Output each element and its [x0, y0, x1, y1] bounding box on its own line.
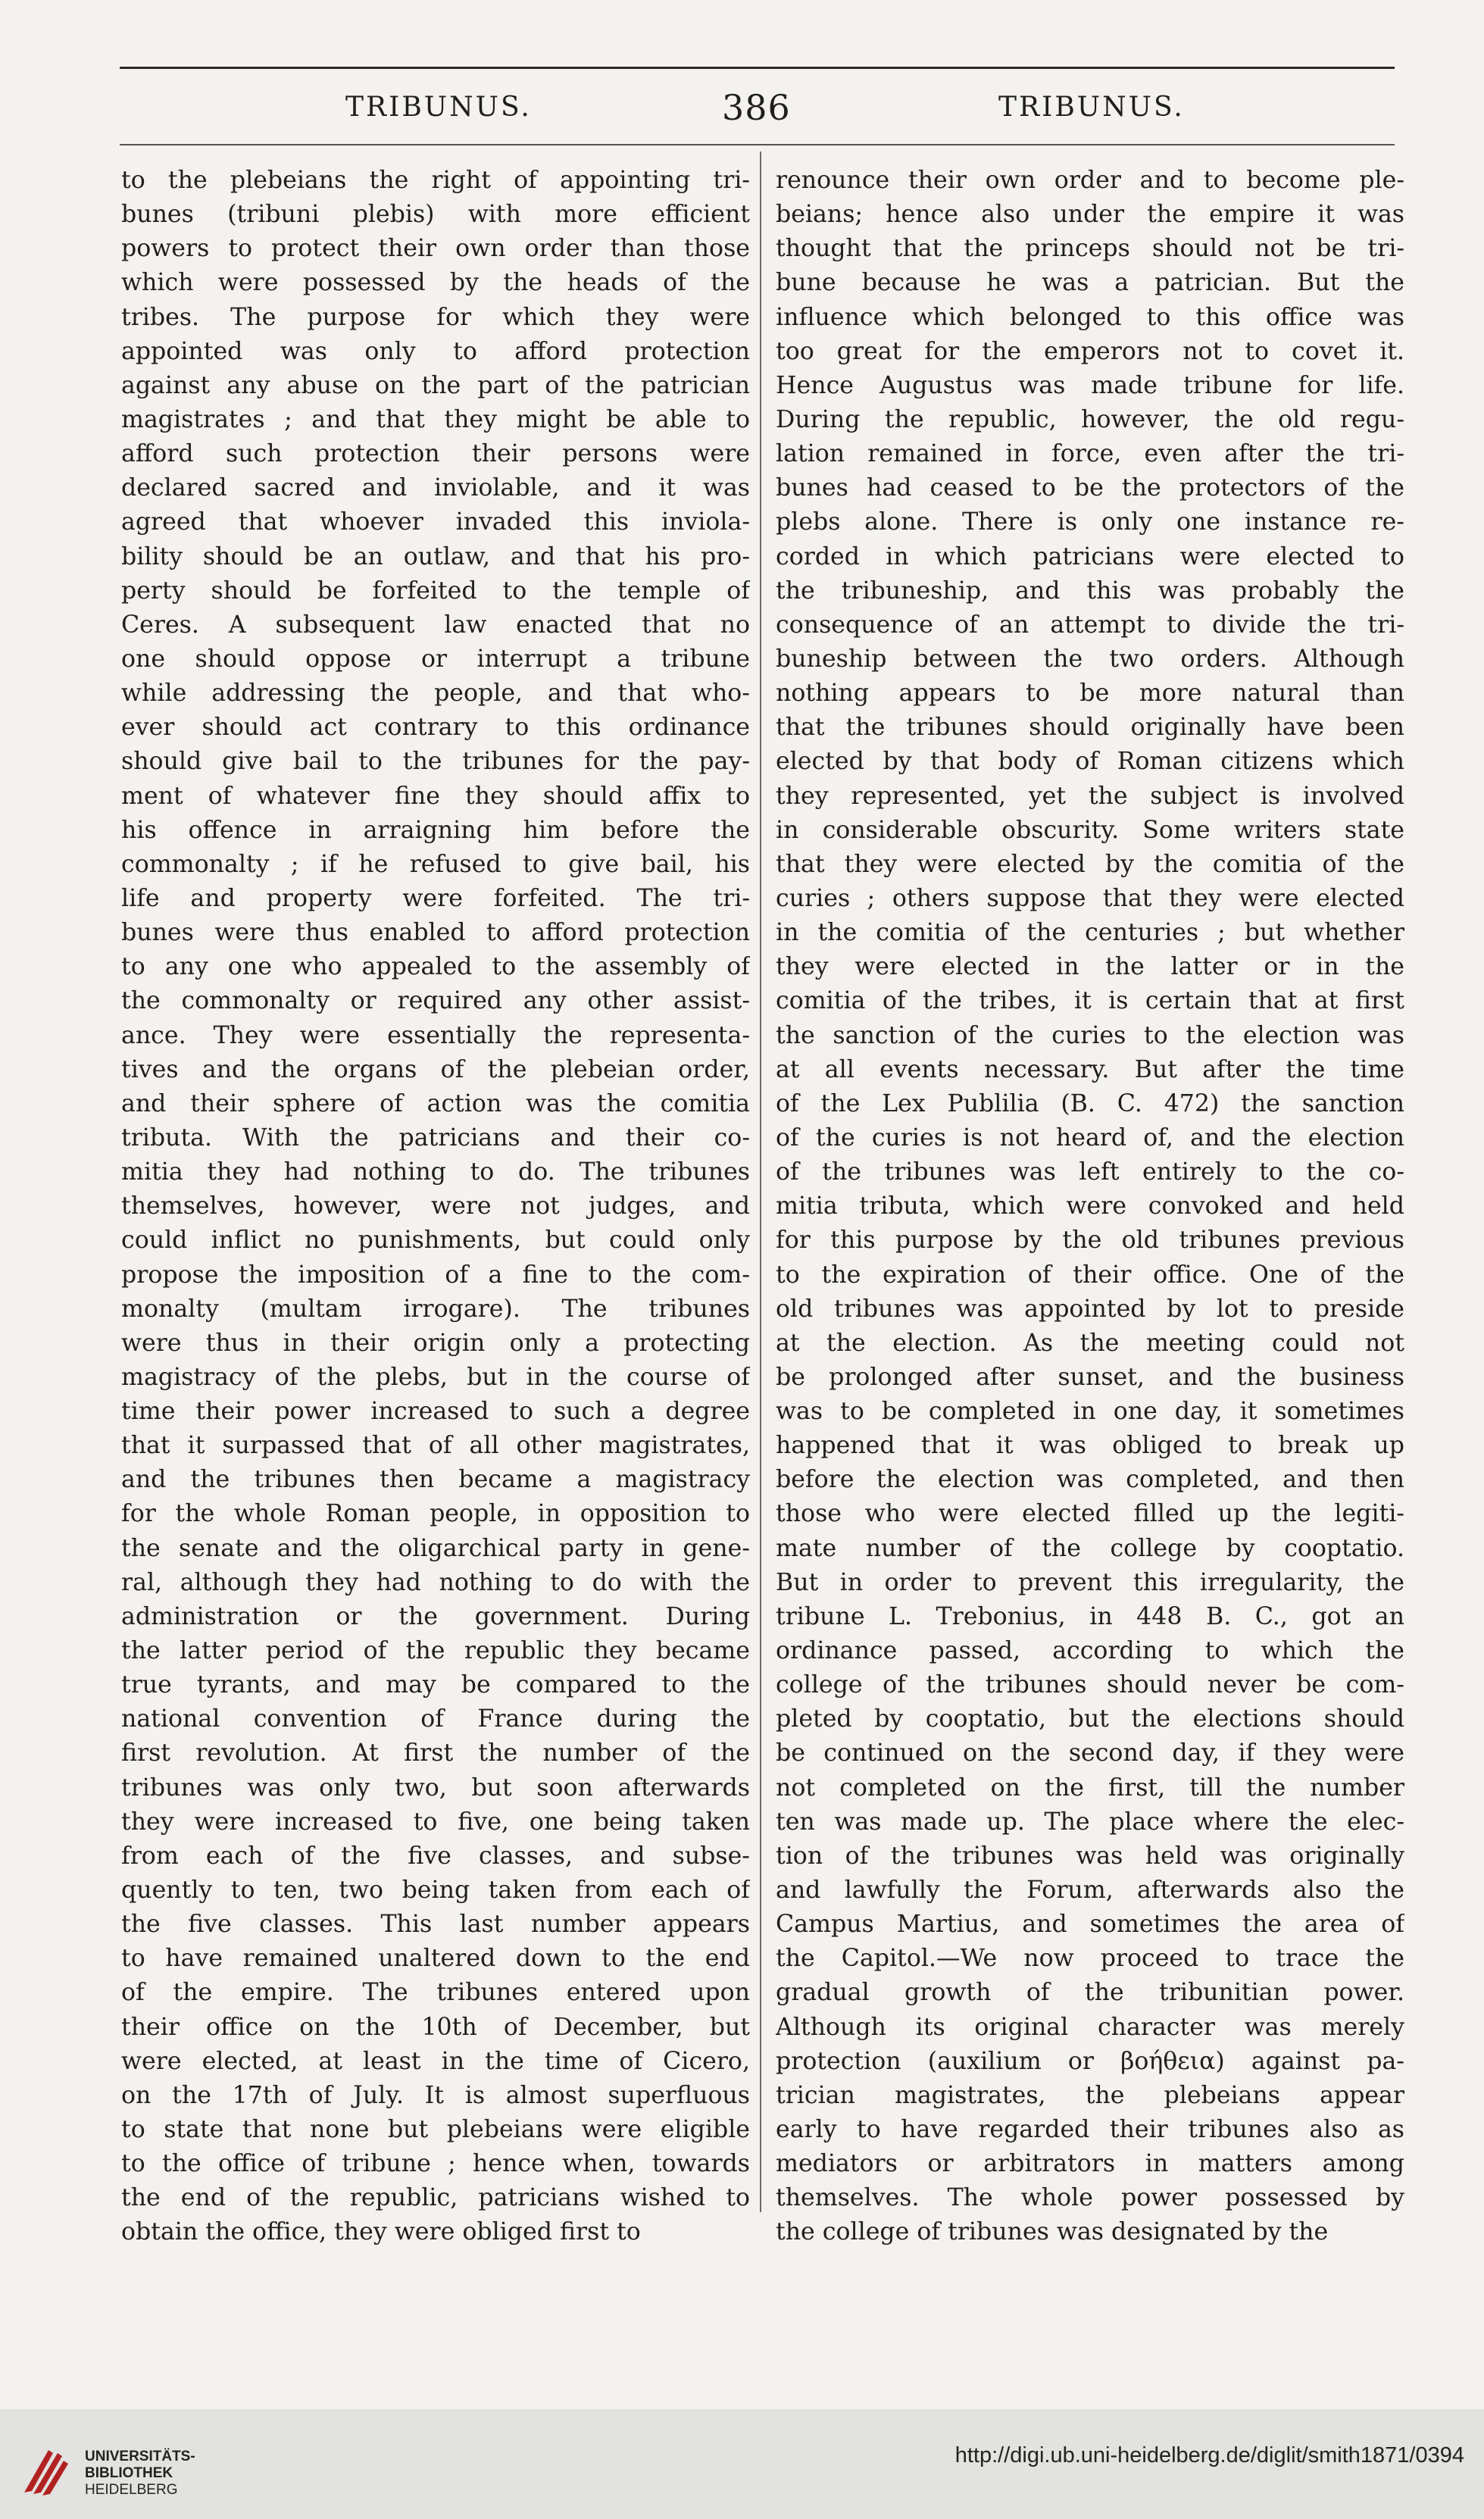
text-line: the five classes. This last number appears — [121, 1911, 750, 1939]
text-line: ever should act contrary to this ordinance — [121, 714, 750, 742]
text-line: that they were elected by the comitia of the — [776, 850, 1404, 878]
text-line: Campus Martius, and sometimes the area of — [776, 1911, 1404, 1939]
text-line: happened that it was obliged to break up — [776, 1432, 1404, 1460]
text-line: But in order to prevent this irregularity, the — [776, 1568, 1404, 1596]
text-line: afford such protection their persons were — [121, 440, 750, 468]
text-line: mediators or arbitrators in matters among — [776, 2150, 1404, 2178]
text-line: bunes had ceased to be the protectors of the — [776, 474, 1404, 502]
text-line: that the tribunes should originally have been — [776, 714, 1404, 742]
text-line: at all events necessary. But after the time — [776, 1055, 1404, 1083]
text-line: plebs alone. There is only one instance re- — [776, 508, 1404, 536]
text-line: national convention of France during the — [121, 1705, 750, 1733]
text-line: to the office of tribune ; hence when, towards — [121, 2150, 750, 2178]
text-line: time their power increased to such a degree — [121, 1398, 750, 1426]
text-line: gradual growth of the tribunitian power. — [776, 1979, 1404, 2007]
text-line: from each of the five classes, and subse- — [121, 1842, 750, 1870]
text-line: declared sacred and inviolable, and it was — [121, 474, 750, 502]
text-line: should give bail to the tribunes for the pay- — [121, 748, 750, 776]
text-line: buneship between the two orders. Although — [776, 645, 1404, 673]
text-line: true tyrants, and may be compared to the — [121, 1671, 750, 1699]
text-line: bune because he was a patrician. But the — [776, 269, 1404, 297]
text-line: their office on the 10th of December, but — [121, 2013, 750, 2041]
text-line: the sanction of the curies to the election was — [776, 1021, 1404, 1049]
text-line: corded in which patricians were elected to — [776, 542, 1404, 570]
text-line: of the curies is not heard of, and the election — [776, 1124, 1404, 1152]
text-line: they represented, yet the subject is involved — [776, 782, 1404, 810]
text-line: appointed was only to afford protection — [121, 337, 750, 365]
text-line: college of the tribunes should never be com- — [776, 1671, 1404, 1699]
text-line: mitia tributa, which were convoked and held — [776, 1192, 1404, 1220]
text-line: to have remained unaltered down to the end — [121, 1945, 750, 1973]
text-line: the senate and the oligarchical party in gene- — [121, 1534, 750, 1562]
text-line: Hence Augustus was made tribune for life. — [776, 371, 1404, 399]
text-line: tives and the organs of the plebeian order, — [121, 1055, 750, 1083]
text-line: perty should be forfeited to the temple of — [121, 577, 750, 605]
text-line: lation remained in force, even after the tri- — [776, 440, 1404, 468]
text-line: powers to protect their own order than those — [121, 235, 750, 263]
text-line: ment of whatever fine they should affix to — [121, 782, 750, 810]
text-line: was to be completed in one day, it sometimes — [776, 1398, 1404, 1426]
text-line: the college of tribunes was designated by the — [776, 2218, 1329, 2246]
text-line: monalty (multam irrogare). The tribunes — [121, 1295, 750, 1323]
text-line: tributa. With the patricians and their co- — [121, 1124, 750, 1152]
text-line: quently to ten, two being taken from each of — [121, 1877, 750, 1905]
text-line: be prolonged after sunset, and the business — [776, 1363, 1404, 1391]
text-line: pleted by cooptatio, but the elections should — [776, 1705, 1404, 1733]
text-line: for the whole Roman people, in opposition to — [121, 1500, 750, 1528]
text-line: magistracy of the plebs, but in the course of — [121, 1363, 750, 1391]
text-line: they were elected in the latter or in the — [776, 953, 1404, 981]
text-line: in the comitia of the centuries ; but whether — [776, 919, 1404, 947]
text-line: curies ; others suppose that they were elected — [776, 884, 1404, 912]
text-line: bunes were thus enabled to afford protection — [121, 919, 750, 947]
text-line: old tribunes was appointed by lot to preside — [776, 1295, 1404, 1323]
top-rule — [120, 67, 1395, 69]
text-line: and their sphere of action was the comitia — [121, 1089, 750, 1117]
text-line: ance. They were essentially the representa- — [121, 1021, 750, 1049]
text-line: which were possessed by the heads of the — [121, 269, 750, 297]
text-line: they were increased to five, one being taken — [121, 1808, 750, 1836]
text-line: not completed on the first, till the number — [776, 1774, 1404, 1802]
text-line: bility should be an outlaw, and that his pro- — [121, 542, 750, 570]
text-line: those who were elected filled up the legiti- — [776, 1500, 1404, 1528]
logo-line-2: BIBLIOTHEK — [85, 2465, 173, 2481]
right-column — [776, 164, 1404, 2250]
library-footer — [0, 2409, 1484, 2519]
text-line: thought that the princeps should not be tri- — [776, 235, 1404, 263]
text-line: that it surpassed that of all other magistrates, — [121, 1432, 750, 1460]
text-line: of the empire. The tribunes entered upon — [121, 1979, 750, 2007]
text-line: beians; hence also under the empire it was — [776, 201, 1404, 229]
source-url-link[interactable]: http://digi.ub.uni-heidelberg.de/diglit/smith1871/0394 — [954, 2443, 1464, 2467]
header-rule — [120, 144, 1395, 145]
text-line: tribes. The purpose for which they were — [121, 303, 750, 331]
text-line: be continued on the second day, if they were — [776, 1739, 1404, 1767]
text-line: protection (auxilium or βοήθεια) against pa- — [776, 2047, 1404, 2075]
left-column — [121, 164, 750, 2250]
text-line: before the election was completed, and then — [776, 1466, 1404, 1494]
text-line: administration or the government. During — [121, 1602, 750, 1630]
text-line: tribune L. Trebonius, in 448 B. C., got an — [776, 1602, 1404, 1630]
text-line: ten was made up. The place where the elec- — [776, 1808, 1404, 1836]
text-line: mitia they had nothing to do. The tribunes — [121, 1158, 750, 1186]
text-line: of the tribunes was left entirely to the co- — [776, 1158, 1404, 1186]
text-line: themselves. The whole power possessed by — [776, 2184, 1404, 2212]
text-line: were thus in their origin only a protecting — [121, 1329, 750, 1357]
text-line: in considerable obscurity. Some writers state — [776, 816, 1404, 844]
text-line: consequence of an attempt to divide the tri- — [776, 611, 1404, 639]
text-line: themselves, however, were not judges, and — [121, 1192, 750, 1220]
logo-line-1: UNIVERSITÄTS- — [85, 2449, 195, 2464]
text-line: his offence in arraigning him before the — [121, 816, 750, 844]
text-line: the commonalty or required any other assist- — [121, 987, 750, 1015]
library-logo-text — [85, 2449, 195, 2499]
text-line: while addressing the people, and that who- — [121, 680, 750, 708]
column-divider — [760, 152, 761, 2212]
text-line: bunes (tribuni plebis) with more efficient — [121, 201, 750, 229]
header-right-title: TRIBUNUS. — [998, 92, 1185, 123]
text-line: renounce their own order and to become ple- — [776, 167, 1404, 194]
text-line: to state that none but plebeians were eligible — [121, 2116, 750, 2144]
text-line: first revolution. At first the number of the — [121, 1739, 750, 1767]
text-line: Although its original character was merely — [776, 2013, 1404, 2041]
text-line: the Capitol.—We now proceed to trace the — [776, 1945, 1404, 1973]
text-line: commonalty ; if he refused to give bail, his — [121, 850, 750, 878]
text-line: for this purpose by the old tribunes previous — [776, 1227, 1404, 1255]
text-line: to the plebeians the right of appointing tri- — [121, 167, 750, 194]
text-line: life and property were forfeited. The tri- — [121, 884, 750, 912]
text-line: and the tribunes then became a magistracy — [121, 1466, 750, 1494]
text-line: During the republic, however, the old regu- — [776, 405, 1404, 433]
text-line: of the Lex Publilia (B. C. 472) the sanction — [776, 1089, 1404, 1117]
text-line: one should oppose or interrupt a tribune — [121, 645, 750, 673]
text-line: tion of the tribunes was held was originally — [776, 1842, 1404, 1870]
text-line: too great for the emperors not to covet it. — [776, 337, 1404, 365]
text-line: nothing appears to be more natural than — [776, 680, 1404, 708]
text-line: obtain the office, they were obliged first to — [121, 2218, 641, 2246]
text-line: agreed that whoever invaded this inviola- — [121, 508, 750, 536]
page-number: 386 — [722, 87, 791, 128]
text-line: ordinance passed, according to which the — [776, 1637, 1404, 1665]
text-line: magistrates ; and that they might be able to — [121, 405, 750, 433]
text-line: comitia of the tribes, it is certain that at first — [776, 987, 1404, 1015]
heidelberg-logo-icon — [17, 2439, 77, 2500]
text-line: ral, although they had nothing to do with the — [121, 1568, 750, 1596]
header-left-title: TRIBUNUS. — [345, 92, 532, 123]
text-line: could inflict no punishments, but could only — [121, 1227, 750, 1255]
text-line: propose the imposition of a fine to the com- — [121, 1261, 750, 1289]
text-line: the end of the republic, patricians wished to — [121, 2184, 750, 2212]
text-line: to the expiration of their office. One of the — [776, 1261, 1404, 1289]
text-line: to any one who appealed to the assembly of — [121, 953, 750, 981]
text-line: at the election. As the meeting could not — [776, 1329, 1404, 1357]
text-line: were elected, at least in the time of Cicero, — [121, 2047, 750, 2075]
text-line: on the 17th of July. It is almost superfluous — [121, 2081, 750, 2109]
text-line: the latter period of the republic they became — [121, 1637, 750, 1665]
logo-line-3: HEIDELBERG — [85, 2482, 178, 2498]
text-line: the tribuneship, and this was probably the — [776, 577, 1404, 605]
text-line: and lawfully the Forum, afterwards also the — [776, 1877, 1404, 1905]
running-header — [120, 85, 1395, 138]
text-line: tribunes was only two, but soon afterwards — [121, 1774, 750, 1802]
text-line: influence which belonged to this office was — [776, 303, 1404, 331]
text-line: trician magistrates, the plebeians appear — [776, 2081, 1404, 2109]
text-line: elected by that body of Roman citizens which — [776, 748, 1404, 776]
text-line: mate number of the college by cooptatio. — [776, 1534, 1404, 1562]
text-line: against any abuse on the part of the patrician — [121, 371, 750, 399]
text-line: early to have regarded their tribunes also as — [776, 2116, 1404, 2144]
text-line: Ceres. A subsequent law enacted that no — [121, 611, 750, 639]
